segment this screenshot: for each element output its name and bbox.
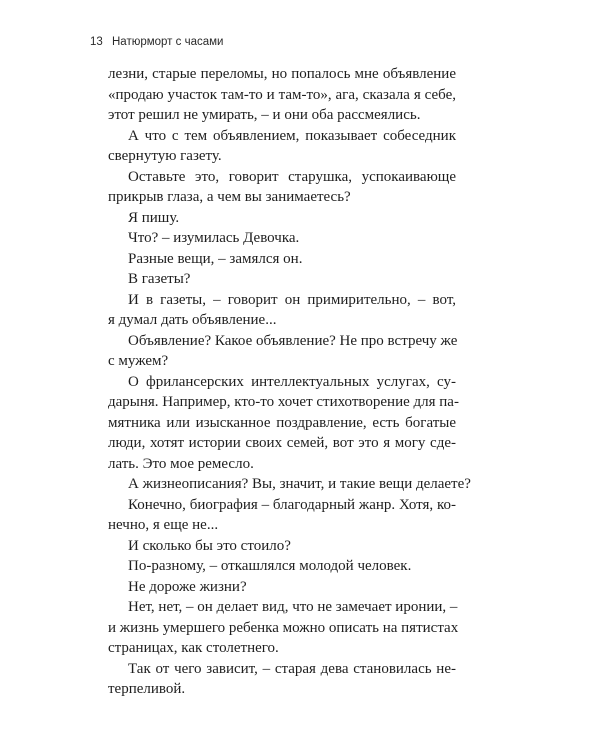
text-line: мятника или изысканное поздравление, есть богатые [108,414,456,431]
text-line: «продаю участок там-то и там-то», ага, сказала я себе, [108,86,456,103]
text-line: свернутую газету. [108,148,222,164]
text-line: люди, хотят истории своих семей, вот это я могу сде- [108,435,456,451]
text-line: лать. Это мое ремесло. [108,455,254,472]
text-line: Разные вещи, – замялся он. [128,250,303,267]
text-line: И сколько бы это стоило? [128,537,291,554]
text-line: я думал дать объявление... [108,312,277,328]
text-line: А что с тем объявлением, показывает собеседник [128,127,456,144]
text-line: Объявление? Какое объявление? Не про встречу же [128,332,458,349]
text-line: прикрыв глаза, а чем вы занимаетесь? [108,189,351,205]
text-line: нечно, я еще не... [108,517,219,533]
text-line: Не дороже жизни? [128,578,247,595]
text-line: этот решил не умирать, – и они оба рассмеялись. [108,107,421,123]
text-line: О фрилансерских интеллектуальных услугах, су- [128,373,456,390]
text-line: И в газеты, – говорит он примирительно, – вот, [128,291,456,308]
text-line: По-разному, – откашлялся молодой человек. [128,558,412,574]
text-line: Оставьте это, говорит старушка, успокаивающе [128,168,456,185]
text-line: Я пишу. [128,209,180,226]
text-line: страницах, как столетнего. [108,640,279,656]
text-line: Что? – изумилась Девочка. [128,230,300,246]
text-line: Так от чего зависит, – старая дева становилась не- [128,660,456,677]
text-line: В газеты? [128,271,191,287]
text-line: лезни, старые переломы, но попалось мне объявление [108,66,456,82]
text-line: дарыня. Например, кто-то хочет стихотворение для па- [108,394,459,410]
text-line: Конечно, биография – благодарный жанр. Хотя, ко- [128,496,456,513]
running-header [90,36,223,48]
text-line: терпеливой. [108,681,186,697]
body-text [108,64,471,700]
text-line: и жизнь умершего ребенка можно описать на пятистах [108,619,459,636]
text-line: Нет, нет, – он делает вид, что не замечает иронии, – [128,599,458,615]
text-line: с мужем? [108,353,169,369]
running-title: Натюрморт с часами [112,36,224,48]
text-line: А жизнеописания? Вы, значит, и такие вещи делаете? [128,476,471,492]
page-number: 13 [90,36,103,48]
